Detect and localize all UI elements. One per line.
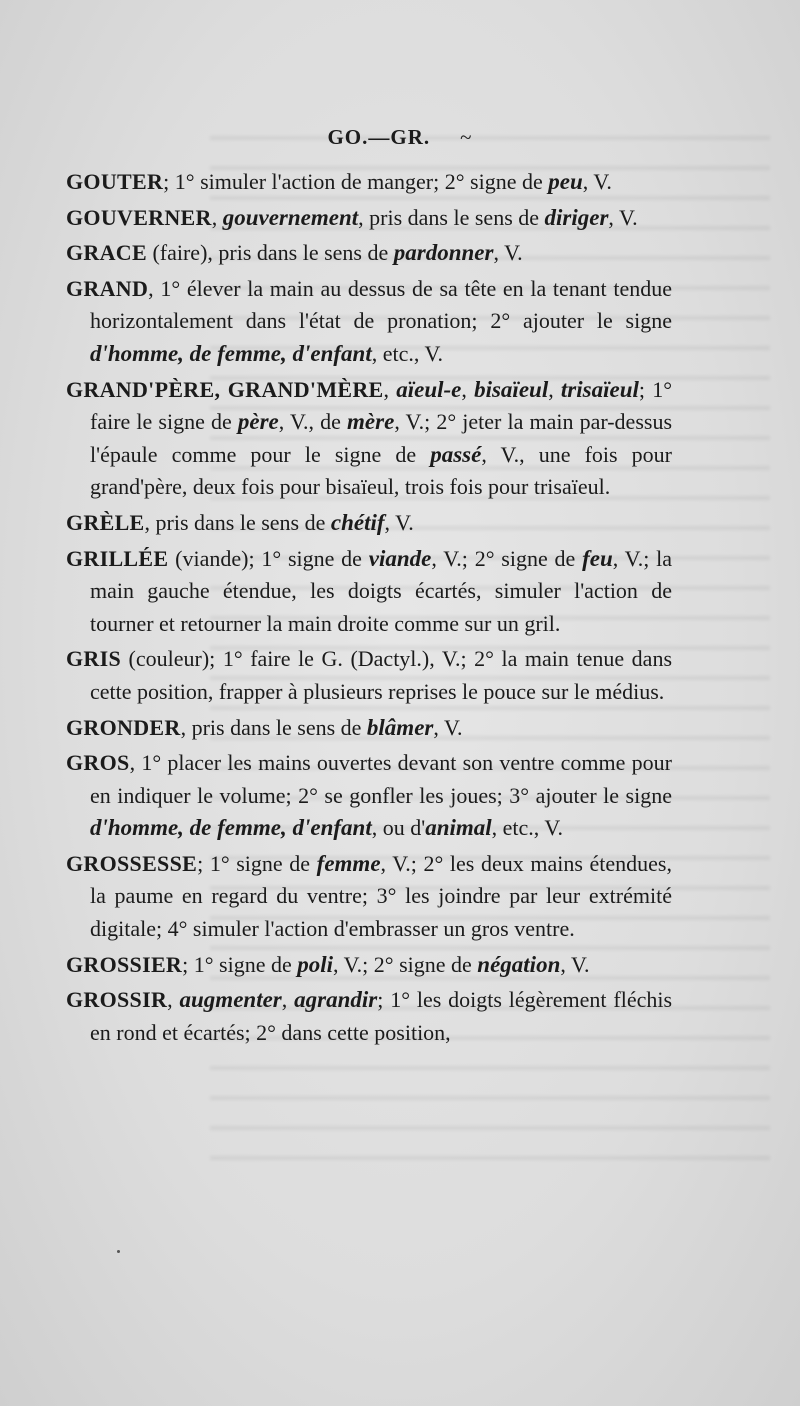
entry-text: , (211, 204, 223, 230)
entry-cross-reference: père (237, 409, 279, 435)
dictionary-entry (66, 374, 672, 504)
dictionary-entry (66, 984, 672, 1049)
entry-headword: GRÈLE (66, 509, 145, 535)
entry-text: , V.; 2° les deux mains étendues, la paume en regard du ventre; 3° les joindre par leur extrémité digitale; 4° simuler l'action d'embrasser un gros ventre. (90, 850, 672, 942)
entry-text: , etc., V. (491, 815, 563, 841)
entry-text: , V. (433, 714, 463, 740)
entry-cross-reference: poli (297, 951, 334, 977)
entry-text: , V., de (278, 409, 348, 435)
entry-headword: GRAND'PÈRE, GRAND'MÈRE (66, 376, 384, 402)
entry-cross-reference: femme (316, 850, 381, 876)
entry-headword: GRIS (66, 646, 121, 672)
dictionary-entry (66, 949, 672, 982)
entry-cross-reference: passé (430, 441, 482, 467)
dictionary-entry (66, 643, 672, 708)
dictionary-entry (66, 848, 672, 946)
entry-headword: GROSSESSE (66, 850, 198, 876)
dictionary-entry (66, 507, 672, 540)
entry-text: , pris dans le sens de (144, 509, 331, 535)
entry-text: ; 1° signe de (182, 951, 298, 977)
entry-text: , V. (582, 169, 612, 194)
entry-cross-reference: animal (425, 815, 492, 841)
entry-text: ; 1° les doigts légèrement fléchis en rond et écartés; 2° dans cette position, (90, 987, 673, 1045)
entry-text: , V. (608, 204, 638, 230)
dictionary-entry (66, 747, 672, 845)
entry-text: , 1° placer les mains ouvertes devant son ventre comme pour en indiquer le volume; 2° se gonfler les joues; 3° ajouter le signe (90, 750, 672, 808)
entry-cross-reference: viande (368, 545, 432, 571)
entry-text: , V.; 2° signe de (431, 545, 583, 571)
entry-text: ; 1° faire le signe de (90, 376, 673, 435)
entry-cross-reference: chétif (330, 509, 385, 535)
entry-text: , V., une fois pour grand'père, deux fois pour bisaïeul, trois fois pour trisaïeul. (90, 441, 672, 500)
entry-cross-reference: blâmer (366, 714, 434, 740)
entry-text: (faire), pris dans le sens de (146, 240, 394, 266)
entry-headword: GRILLÉE (66, 545, 169, 571)
entry-cross-reference: augmenter (179, 987, 282, 1013)
ink-speck (117, 1250, 120, 1253)
running-head (0, 125, 800, 150)
entry-text: , (383, 376, 397, 402)
entry-text: , V. (493, 240, 523, 266)
entry-text: , (281, 987, 295, 1013)
entry-cross-reference: aïeul-e (396, 376, 462, 402)
entry-text: , ou d' (371, 815, 426, 841)
entry-text: , (548, 376, 561, 402)
running-head-mark: ~ (460, 125, 473, 149)
entry-text: , pris dans le sens de (180, 714, 367, 740)
entry-text: , pris dans le sens de (358, 204, 545, 230)
entry-cross-reference: d'homme, de femme, d'enfant (90, 340, 372, 366)
entry-cross-reference: agrandir (294, 987, 378, 1013)
entry-headword: GOUTER (66, 169, 164, 194)
entry-cross-reference: peu (548, 169, 583, 194)
entry-headword: GRAND (66, 275, 149, 301)
entry-headword: GOUVERNER (66, 204, 212, 230)
dictionary-entry (66, 237, 672, 270)
entry-headword: GRACE (66, 240, 147, 266)
entry-text: (couleur); 1° faire le G. (Dactyl.), V.; 2° la main tenue dans cette position, frapper à plusieurs reprises le pouce sur le médius. (90, 646, 672, 704)
entry-text: , V.; la main gauche étendue, les doigts écartés, simuler l'action de tourner et retourner la main droite comme sur un gril. (90, 545, 672, 636)
entry-text: ; 1° signe de (197, 850, 317, 876)
entry-text: , 1° élever la main au dessus de sa tête en la tenant tendue horizontalement dans l'état de pronation; 2° ajouter le signe (90, 275, 672, 334)
dictionary-entry (66, 202, 672, 235)
entry-cross-reference: d'homme, de femme, d'enfant (90, 815, 372, 841)
entry-text: , (167, 987, 180, 1013)
entry-cross-reference: négation (477, 951, 561, 977)
entry-text: (viande); 1° signe de (168, 545, 369, 571)
entry-cross-reference: diriger (544, 204, 609, 230)
entry-cross-reference: pardonner (393, 240, 494, 266)
entry-headword: GROS (66, 750, 130, 776)
dictionary-entry (66, 166, 672, 199)
entry-text: , V. (560, 951, 590, 977)
entry-cross-reference: gouvernement (222, 204, 359, 230)
entry-cross-reference: feu (582, 545, 613, 571)
entry-headword: GROSSIR (66, 987, 168, 1013)
dictionary-entries (66, 166, 672, 1052)
running-head-title: GO.—GR. (327, 125, 431, 149)
entry-headword: GRONDER (66, 714, 181, 740)
entry-text: , (461, 376, 475, 402)
entry-text: , V.; 2° jeter la main par-dessus l'épaule comme pour le signe de (90, 409, 672, 467)
entry-headword: GROSSIER (66, 951, 183, 977)
entry-cross-reference: trisaïeul (560, 376, 639, 402)
entry-text: ; 1° simuler l'action de manger; 2° signe de (163, 169, 549, 194)
entry-text: , V. (384, 509, 414, 535)
dictionary-entry (66, 712, 672, 745)
entry-text: , V.; 2° signe de (333, 951, 478, 977)
entry-cross-reference: bisaïeul (474, 376, 549, 402)
entry-text: , etc., V. (371, 340, 444, 366)
dictionary-entry (66, 543, 672, 641)
dictionary-entry (66, 273, 672, 371)
entry-cross-reference: mère (347, 409, 395, 435)
